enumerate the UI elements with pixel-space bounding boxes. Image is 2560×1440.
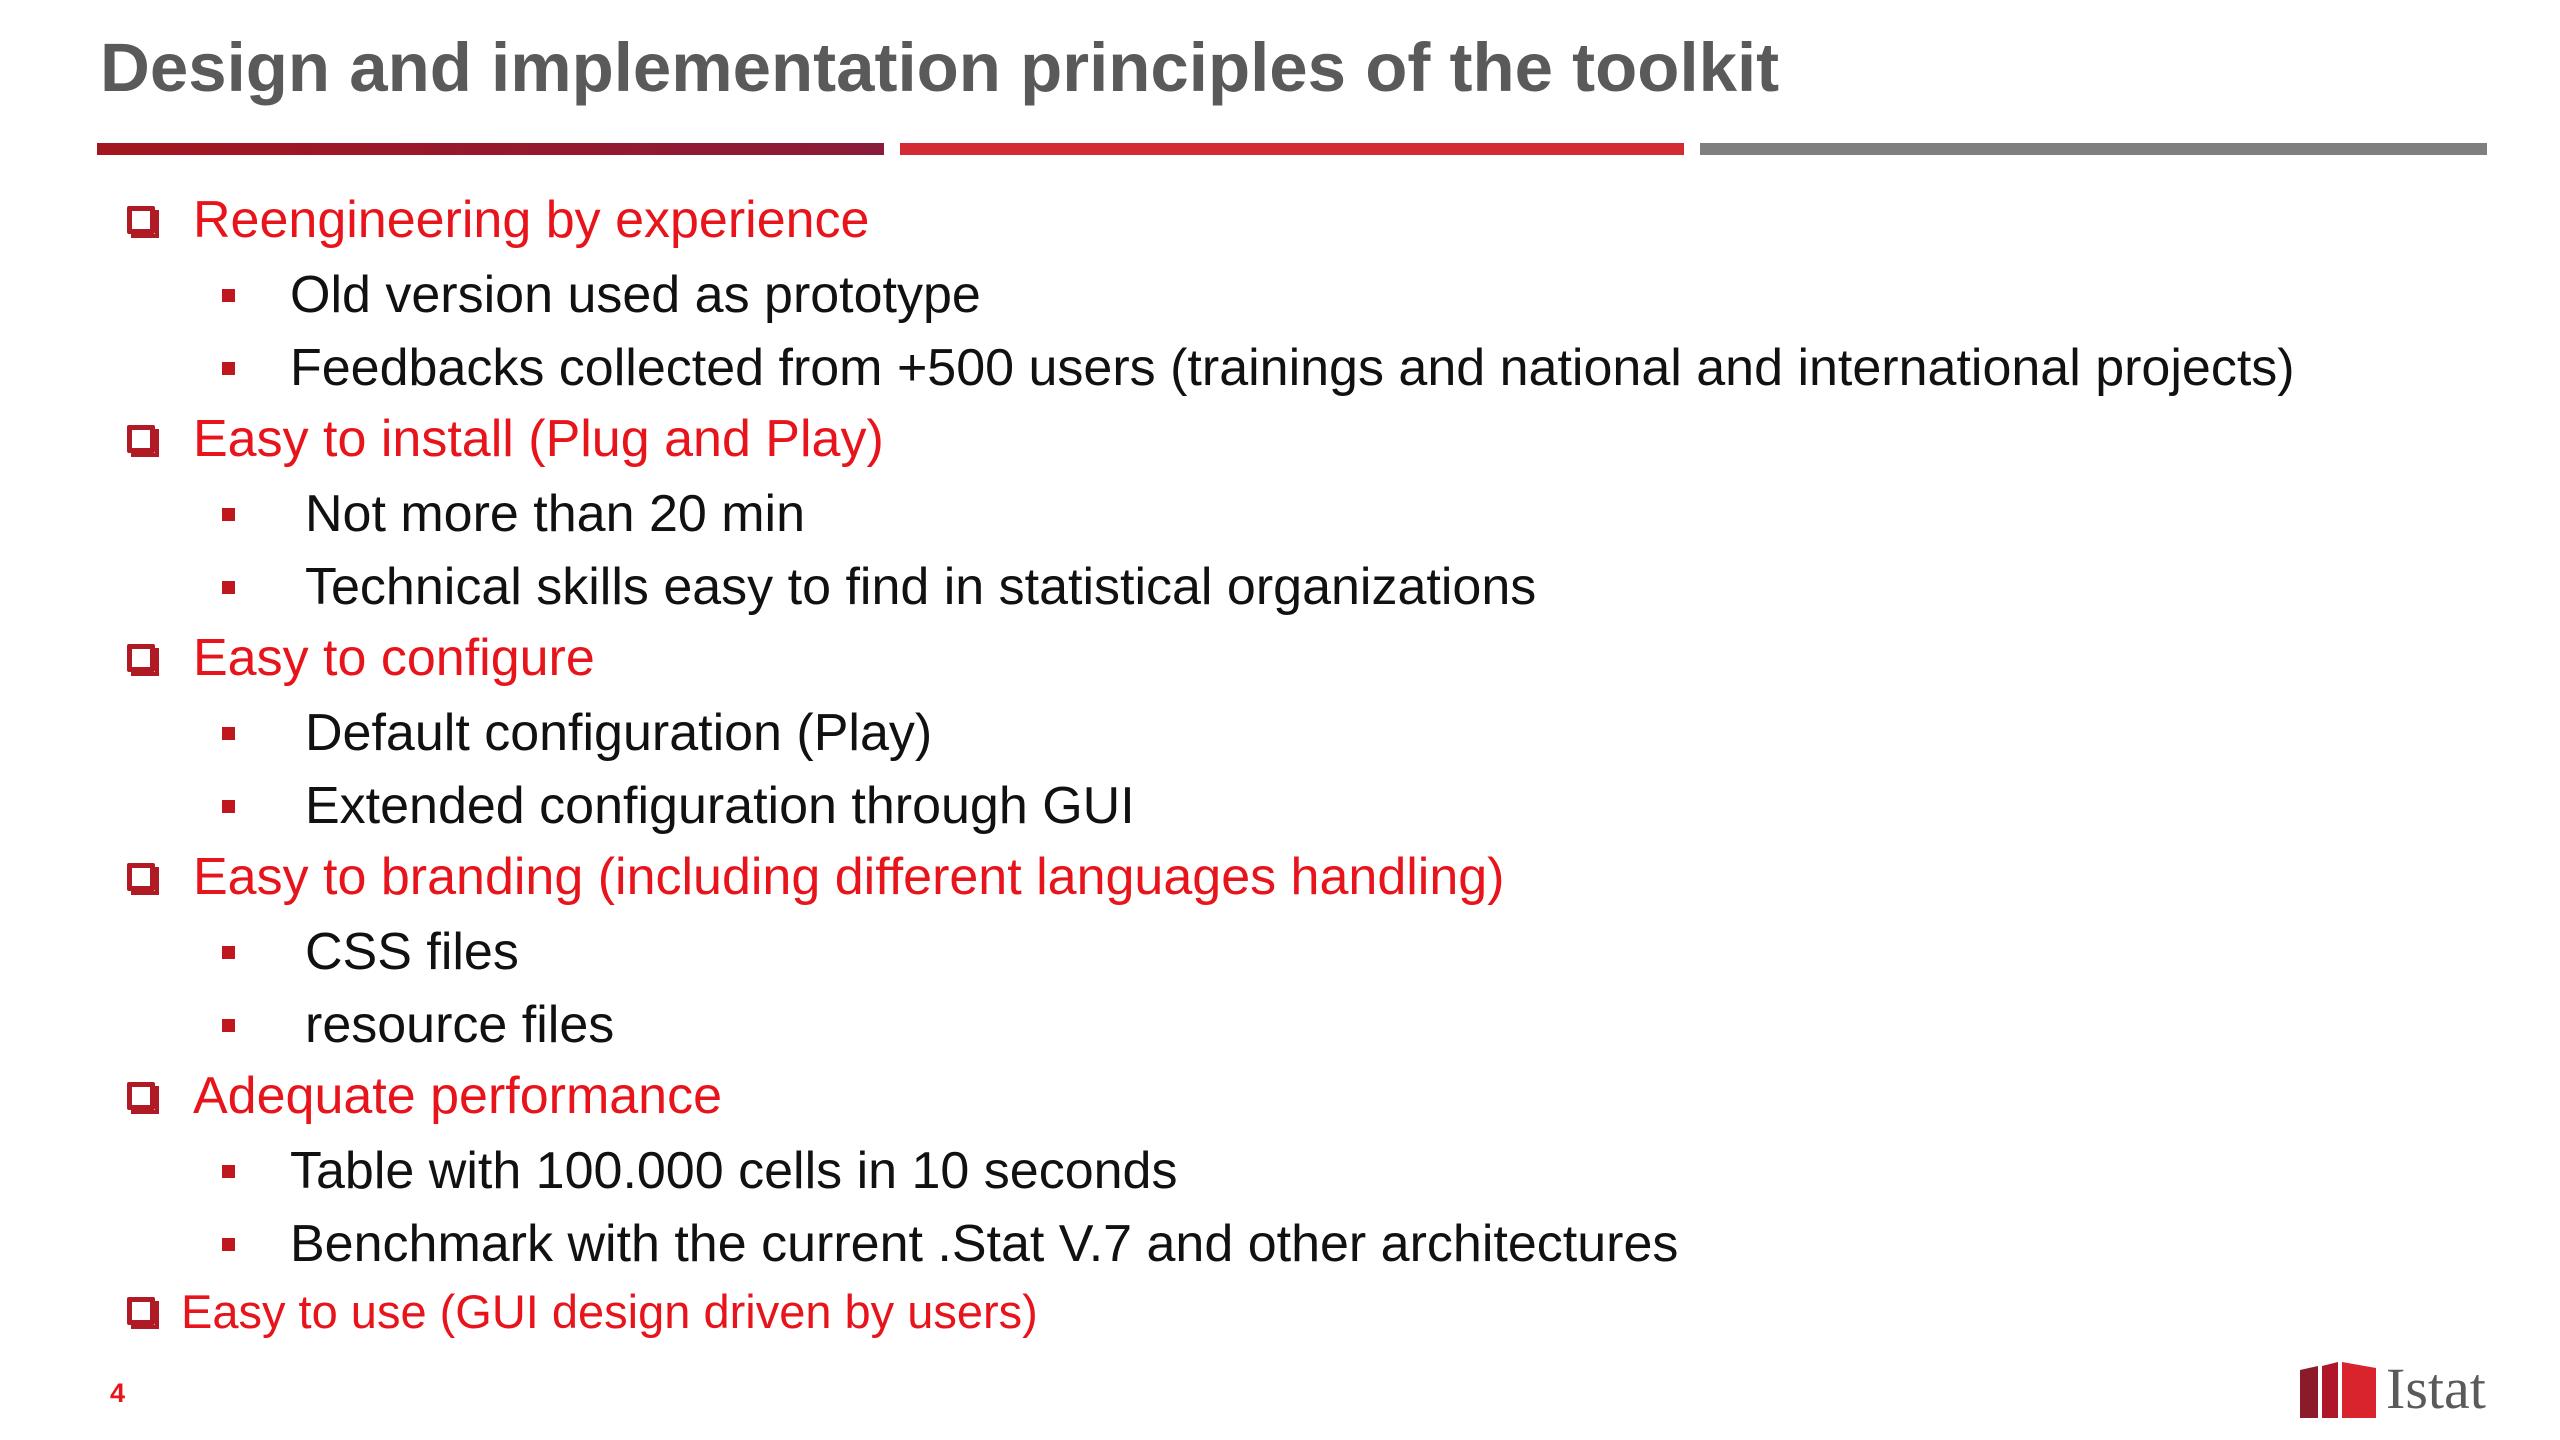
- bullet-item: [222, 700, 932, 766]
- bullet-item-text: Feedbacks collected from +500 users (trainings and national and international projects): [290, 339, 2295, 397]
- bullet-item-text: CSS files: [305, 923, 519, 981]
- square-bullet-icon: [222, 800, 235, 813]
- square-bullet-icon: [222, 727, 235, 740]
- bullet-item-text: Not more than 20 min: [305, 485, 806, 543]
- checkbox-bullet-icon: [127, 863, 155, 891]
- bullet-item-text: Table with 100.000 cells in 10 seconds: [290, 1142, 1178, 1200]
- istat-logo: [2300, 1350, 2486, 1420]
- section-heading: [127, 842, 1505, 912]
- bullet-item-text: Default configuration (Play): [305, 704, 933, 762]
- bullet-item-text: Old version used as prototype: [290, 266, 981, 324]
- section-heading-text: Reengineering by experience: [193, 191, 870, 249]
- section-heading: [127, 1276, 1038, 1346]
- checkbox-bullet-icon: [127, 1082, 155, 1110]
- page-number: 4: [110, 1378, 126, 1408]
- bullet-item: [222, 1138, 1177, 1204]
- slide-title: Design and implementation principles of the toolkit: [100, 29, 1780, 106]
- bullet-item: [222, 262, 981, 328]
- istat-logo-text: Istat: [2386, 1356, 2486, 1421]
- bullet-item-text: Technical skills easy to find in statistical organizations: [305, 558, 1537, 616]
- square-bullet-icon: [222, 1165, 235, 1178]
- bullet-item: [222, 481, 805, 547]
- bullet-item: [222, 554, 1536, 620]
- section-heading: [127, 1061, 722, 1131]
- square-bullet-icon: [222, 508, 235, 521]
- checkbox-bullet-icon: [127, 1297, 155, 1325]
- section-heading-text: Easy to use (GUI design driven by users): [181, 1284, 1038, 1338]
- bullet-item: [222, 1211, 1678, 1277]
- checkbox-bullet-icon: [127, 644, 155, 672]
- bullet-item: [222, 992, 614, 1058]
- square-bullet-icon: [222, 1238, 235, 1251]
- section-heading-text: Easy to install (Plug and Play): [193, 410, 884, 468]
- bullet-item: [222, 773, 1135, 839]
- bullet-item: [222, 335, 2295, 401]
- bullet-item-text: Benchmark with the current .Stat V.7 and other architectures: [290, 1215, 1679, 1273]
- checkbox-bullet-icon: [127, 425, 155, 453]
- bullet-item-text: Extended configuration through GUI: [305, 777, 1135, 835]
- section-heading: [127, 404, 884, 474]
- istat-logo-icon: [2300, 1362, 2378, 1420]
- section-heading: [127, 185, 869, 255]
- square-bullet-icon: [222, 289, 235, 302]
- section-heading-text: Adequate performance: [193, 1067, 723, 1125]
- square-bullet-icon: [222, 581, 235, 594]
- square-bullet-icon: [222, 1019, 235, 1032]
- bullet-item: [222, 919, 519, 985]
- section-heading: [127, 623, 595, 693]
- section-heading-text: Easy to branding (including different languages handling): [193, 848, 1505, 906]
- bullet-item-text: resource files: [305, 996, 615, 1054]
- square-bullet-icon: [222, 362, 235, 375]
- square-bullet-icon: [222, 946, 235, 959]
- checkbox-bullet-icon: [127, 206, 155, 234]
- section-heading-text: Easy to configure: [193, 629, 595, 687]
